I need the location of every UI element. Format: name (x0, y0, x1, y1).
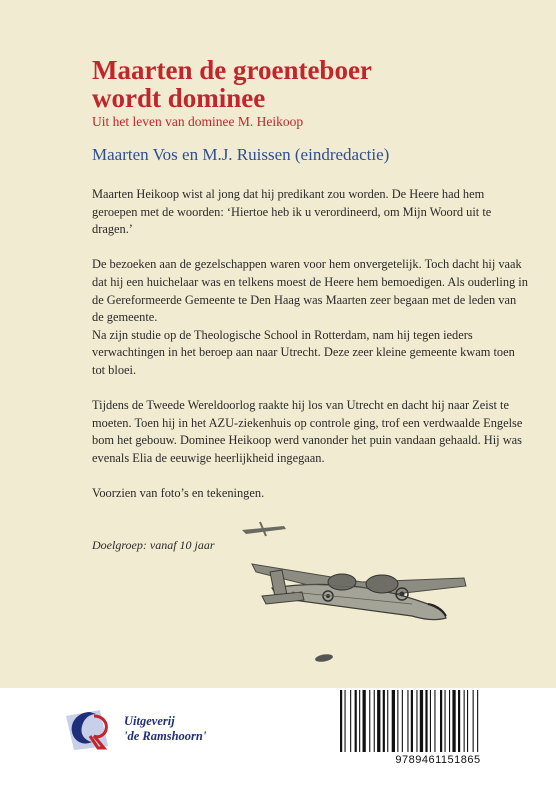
target-audience: Doelgroep: vanaf 10 jaar (92, 538, 215, 552)
blurb-paragraph: Tijdens de Tweede Wereldoorlog raakte hij los van Utrecht en dacht hij naar Zeist te moeten. Toen hij in het AZU-ziekenhuis op controle ging, trof een verdwaalde Engelse bom het gebouw. Dominee Heikoop werd vanonder het puin vandaan gehaald. Hij was evenals Elia de eeuwige heerlijkheid ingegaan. (92, 398, 523, 465)
blurb-paragraph: Na zijn studie op de Theologische School in Rotterdam, nam hij tegen ieders verwachtingen in het beroep aan naar Utrecht. Deze zeer kleine gemeente kwam toen tot bloei. (92, 327, 515, 377)
blurb-paragraph: De bezoeken aan de gezelschappen waren voor hem onvergetelijk. Toch dacht hij vaak dat hij een huichelaar was en telkens moest de Heere hem bemoedigen. Als ouderling in de Gereformeerde Gemeente te Den Haag was Maarten zeer begaan met de leden van de gemeente. (92, 257, 528, 325)
book-title (92, 56, 512, 112)
blurb (92, 186, 528, 520)
book-subtitle: Uit het leven van dominee M. Heikoop (92, 114, 304, 129)
book-authors: Maarten Vos en M.J. Ruissen (eindredactie) (92, 145, 390, 164)
ramshoorn-logo-icon (60, 706, 120, 752)
barcode-icon (340, 690, 536, 752)
blurb-paragraph: Voorzien van foto’s en tekeningen. (92, 486, 265, 501)
book-title-line: wordt dominee (92, 83, 266, 113)
blurb-paragraph: Maarten Heikoop wist al jong dat hij predikant zou worden. De Heere had hem geroepen met de woorden: ‘Hiertoe heb ik u verordineerd, om Mijn Woord uit te dragen.’ (92, 187, 492, 237)
publisher-line: 'de Ramshoorn' (124, 729, 207, 743)
isbn-number: 9789461151865 (395, 754, 481, 766)
publisher-name (124, 714, 206, 744)
publisher-line: Uitgeverij (124, 714, 175, 728)
bomber-plane-icon (232, 512, 468, 672)
book-title-line: Maarten de groenteboer (92, 55, 372, 85)
